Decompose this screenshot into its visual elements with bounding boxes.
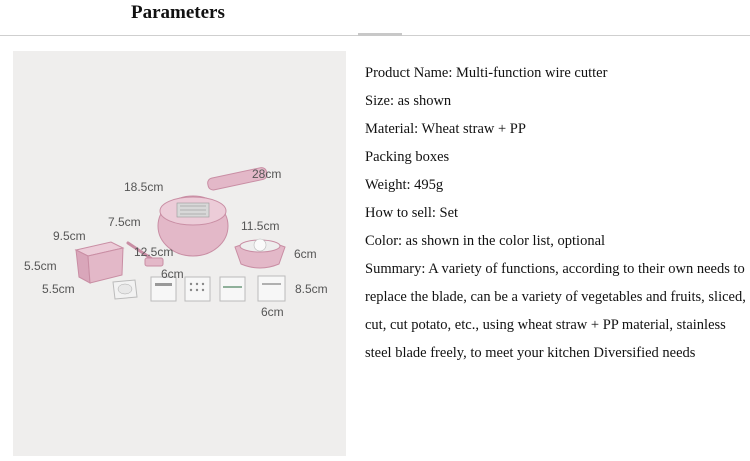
header — [0, 0, 750, 36]
dim-5-5cm-b: 5.5cm — [42, 282, 75, 296]
spec-how-to-sell: How to sell: Set — [365, 205, 459, 221]
spec-color: Color: as shown in the color list, optional — [365, 233, 606, 249]
spec-weight: Weight: 495g — [365, 177, 444, 193]
divider-tab — [358, 33, 402, 36]
dim-8-5cm: 8.5cm — [295, 282, 328, 296]
fruit-bowl — [235, 239, 285, 268]
spec-summary: Summary: A variety of functions, according to their own needs to replace the blade, can be a variety of vegetables and fruits, sliced, cut, cut potato, etc., using wheat straw + PP material, stainless steel blade freely, to meet your kitchen Diversified needs — [365, 261, 746, 361]
spec-size: Size: as shown — [365, 93, 452, 109]
dim-28cm: 28cm — [252, 167, 282, 181]
dim-9-5cm: 9.5cm — [53, 229, 86, 243]
dim-12-5cm: 12.5cm — [134, 245, 174, 259]
dim-6cm-small: 6cm — [161, 267, 184, 281]
dim-11-5cm: 11.5cm — [241, 219, 280, 233]
dim-5-5cm-a: 5.5cm — [24, 259, 57, 273]
spec-material: Material: Wheat straw + PP — [365, 121, 526, 137]
product-image-panel — [13, 51, 346, 456]
dim-6cm-blade: 6cm — [261, 305, 284, 319]
spec-packing: Packing boxes — [365, 149, 450, 165]
product-illustration — [13, 51, 346, 456]
blade-set — [113, 276, 285, 301]
spec-list — [365, 59, 747, 367]
dim-6cm-bowl: 6cm — [294, 247, 317, 261]
storage-box — [76, 242, 123, 283]
spec-panel — [347, 51, 750, 456]
dim-7-5cm: 7.5cm — [108, 215, 141, 229]
page-title: Parameters — [131, 2, 225, 23]
dim-18-5cm: 18.5cm — [124, 180, 164, 194]
spec-product-name: Product Name: Multi-function wire cutter — [365, 65, 608, 81]
